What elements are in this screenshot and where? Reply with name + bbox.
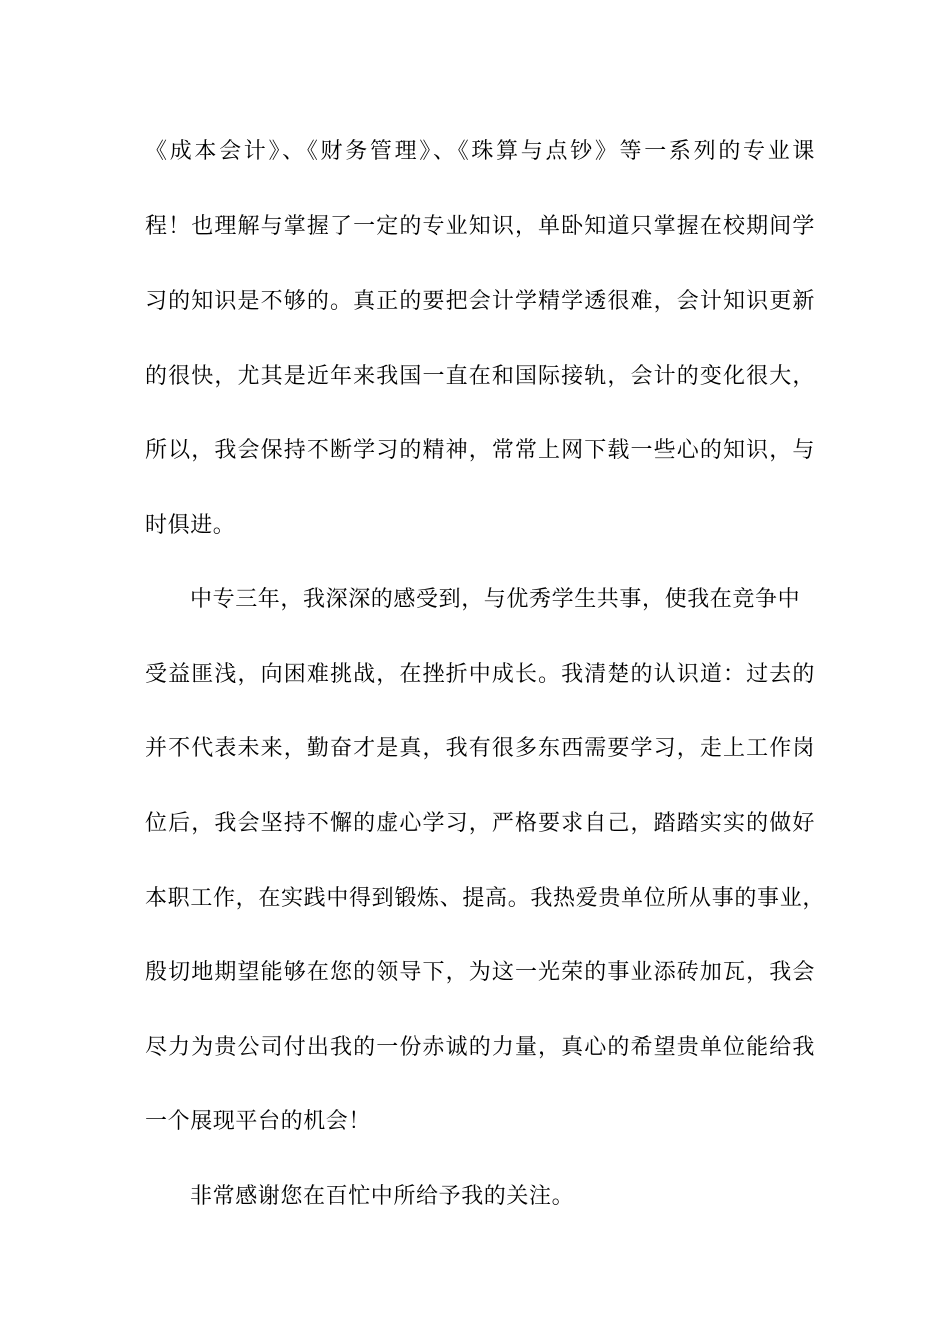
text-line: 时俱进。 xyxy=(145,513,236,538)
text-line: 位后，我会坚持不懈的虚心学习，严格要求自己，踏踏实实的做好 xyxy=(145,811,815,836)
text-line: 殷切地期望能够在您的领导下，为这一光荣的事业添砖加瓦，我会 xyxy=(145,960,815,985)
text-line: 受益匪浅，向困难挑战，在挫折中成长。我清楚的认识道：过去的 xyxy=(145,662,815,687)
text-line: 并不代表未来，勤奋才是真，我有很多东西需要学习，走上工作岗 xyxy=(145,736,815,761)
text-line: 《成本会计》、《财务管理》、《珠算与点钞》等一系列的专业课 xyxy=(145,139,815,164)
text-line: 非常感谢您在百忙中所给予我的关注。 xyxy=(190,1184,575,1209)
text-line: 的很快，尤其是近年来我国一直在和国际接轨，会计的变化很大， xyxy=(145,364,815,389)
text-line: 尽力为贵公司付出我的一份赤诚的力量，真心的希望贵单位能给我 xyxy=(145,1035,815,1060)
text-line: 所以，我会保持不断学习的精神，常常上网下载一些心的知识，与 xyxy=(145,438,815,463)
text-line: 中专三年，我深深的感受到，与优秀学生共事，使我在竞争中 xyxy=(190,587,801,612)
text-line: 本职工作，在实践中得到锻炼、提高。我热爱贵单位所从事的事业， xyxy=(145,886,825,911)
text-line: 一个展现平台的机会！ xyxy=(145,1109,372,1134)
text-line: 习的知识是不够的。真正的要把会计学精学透很难，会计知识更新 xyxy=(145,289,815,314)
text-line: 程！也理解与掌握了一定的专业知识，单卧知道只掌握在校期间学 xyxy=(145,214,815,239)
